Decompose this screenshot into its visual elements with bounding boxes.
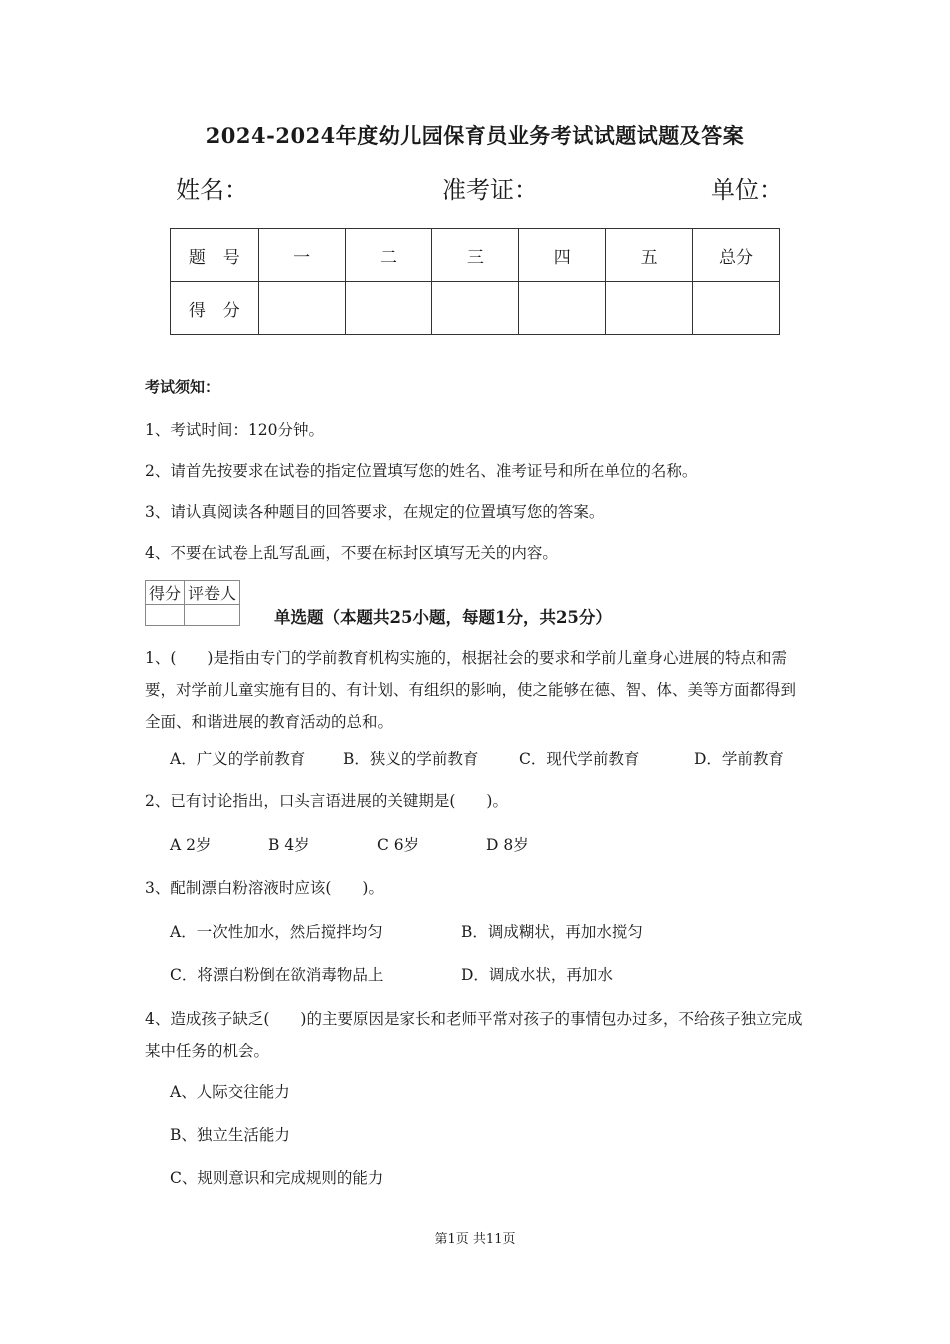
notice-item: 1、考试时间：120分钟。 [145,421,324,439]
score-cell[interactable] [693,282,780,335]
q2-option-d[interactable]: D 8岁 [486,836,529,854]
q1-option-a[interactable]: A．广义的学前教育 [170,750,306,768]
grader-score-cell[interactable] [146,605,185,626]
score-header-cell: 四 [519,229,606,282]
q4-option-b[interactable]: B、独立生活能力 [170,1126,290,1144]
section-title: 单选题（本题共25小题，每题1分，共25分） [274,608,612,627]
q3-option-b[interactable]: B．调成糊状，再加水搅匀 [461,923,643,941]
score-cell[interactable] [519,282,606,335]
q2-option-a[interactable]: A 2岁 [170,836,212,854]
score-cell[interactable] [606,282,693,335]
score-cell[interactable] [432,282,519,335]
exam-id-label: 准考证： [442,176,538,204]
q4-option-c[interactable]: C、规则意识和完成规则的能力 [170,1169,384,1187]
q3-option-a[interactable]: A．一次性加水，然后搅拌均匀 [170,923,383,941]
score-header-cell: 五 [606,229,693,282]
score-cell[interactable] [258,282,345,335]
unit-label: 单位： [711,176,783,204]
grader-reviewer-label: 评卷人 [185,581,240,605]
q2-option-c[interactable]: C 6岁 [377,836,420,854]
score-row-label: 得 分 [171,282,259,335]
score-table-score-row [171,282,780,335]
score-table-header-row [171,229,780,282]
q3-option-c[interactable]: C．将漂白粉倒在欲消毒物品上 [170,966,384,984]
question-3: 3、配制漂白粉溶液时应该( )。 [145,879,384,897]
q3-option-d[interactable]: D．调成水状，再加水 [461,966,613,984]
notice-item: 2、请首先按要求在试卷的指定位置填写您的姓名、准考证号和所在单位的名称。 [145,462,698,480]
score-table [170,228,780,335]
page-footer: 第1页 共11页 [434,1232,516,1247]
score-header-cell: 题 号 [171,229,259,282]
score-header-cell: 一 [258,229,345,282]
score-header-cell: 总分 [693,229,780,282]
q1-option-b[interactable]: B．狭义的学前教育 [343,750,479,768]
grader-score-label: 得分 [146,581,185,605]
q1-option-c[interactable]: C．现代学前教育 [519,750,640,768]
score-cell[interactable] [345,282,432,335]
page-title: 2024-2024年度幼儿园保育员业务考试试题试题及答案 [205,123,745,148]
grader-table [145,580,240,626]
q2-option-b[interactable]: B 4岁 [268,836,310,854]
notice-heading: 考试须知： [145,378,221,396]
score-header-cell: 二 [345,229,432,282]
question-1: 1、( )是指由专门的学前教育机构实施的，根据社会的要求和学前儿童身心进展的特点和需要，对学前儿童实施有目的、有计划、有组织的影响，使之能够在德、智、体、美等方面都得到全面、和谐进展的教育活动的总和。 [145,649,797,731]
notice-item: 3、请认真阅读各种题目的回答要求，在规定的位置填写您的答案。 [145,503,605,521]
q4-option-a[interactable]: A、人际交往能力 [170,1083,290,1101]
q1-option-d[interactable]: D．学前教育 [694,750,784,768]
question-4: 4、造成孩子缺乏( )的主要原因是家长和老师平常对孩子的事情包办过多，不给孩子独立完成某中任务的机会。 [145,1010,803,1060]
question-2: 2、已有讨论指出，口头言语进展的关键期是( )。 [145,792,508,810]
notice-item: 4、不要在试卷上乱写乱画，不要在标封区填写无关的内容。 [145,544,558,562]
grader-reviewer-cell[interactable] [185,605,240,626]
score-header-cell: 三 [432,229,519,282]
name-label: 姓名： [176,176,248,204]
